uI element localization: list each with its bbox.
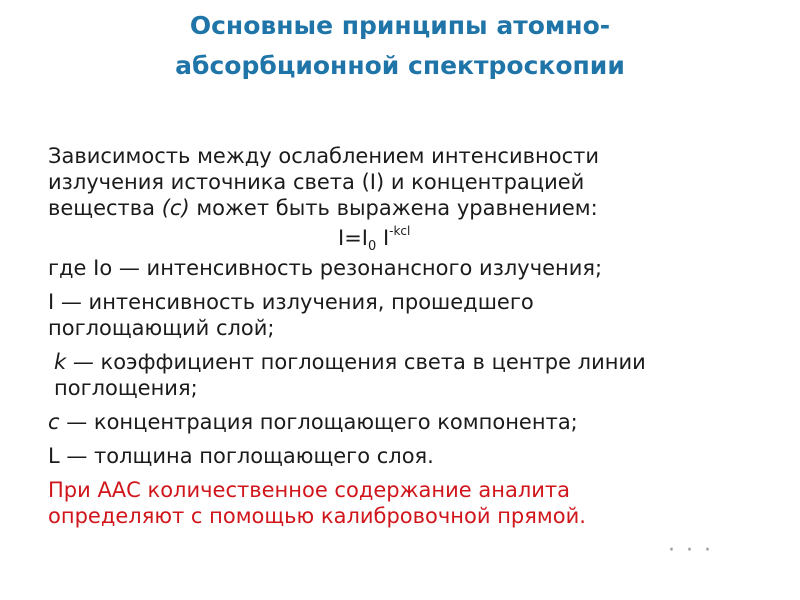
definition-io-text: где Iо — интенсивность резонансного излучения; xyxy=(48,256,603,280)
intro-line-3-b: может быть выражена уравнением: xyxy=(189,196,598,220)
intro-line-1: Зависимость между ослаблением интенсивности xyxy=(48,144,600,168)
definition-c-text: — концентрация поглощающего компонента; xyxy=(59,410,578,434)
equation-lhs: I=I xyxy=(338,226,368,250)
equation-subscript: 0 xyxy=(367,239,377,254)
title-line-1: Основные принципы атомно- xyxy=(189,11,611,40)
definition-k-text-2: поглощения; xyxy=(54,376,198,400)
equation xyxy=(48,223,748,253)
conclusion-line-1: При ААС количественное содержание аналита xyxy=(48,478,570,502)
intro-line-2: излучения источника света (I) и концентрацией xyxy=(48,170,585,194)
definition-l-text: L — толщина поглощающего слоя. xyxy=(48,444,434,468)
equation-exponent: -kcl xyxy=(389,224,411,238)
conclusion-line-2: определяют с помощью калибровочной прямой. xyxy=(48,504,586,528)
definition-l xyxy=(48,443,748,469)
intro-line-3-a: вещества xyxy=(48,196,162,220)
definition-i-text-2: поглощающий слой; xyxy=(48,316,275,340)
definition-i xyxy=(48,289,748,341)
definition-io xyxy=(48,255,748,281)
definition-c-symbol: c xyxy=(48,410,60,434)
title-line-2: абсорбционной спектроскопии xyxy=(175,51,625,80)
definition-k-symbol: k xyxy=(54,350,67,374)
equation-base: I xyxy=(376,226,390,250)
watermark-dots: · · · xyxy=(668,538,713,563)
conclusion xyxy=(48,477,748,529)
slide-title xyxy=(0,6,800,86)
intro-paragraph xyxy=(48,143,748,221)
definition-i-text-1: I — интенсивность излучения, прошедшего xyxy=(48,290,534,314)
definition-k-text-1: — коэффициент поглощения света в центре линии xyxy=(66,350,646,374)
intro-line-3-c: (c) xyxy=(161,196,190,220)
slide-body xyxy=(48,143,748,529)
definition-c xyxy=(48,409,748,435)
definition-k xyxy=(48,349,748,401)
